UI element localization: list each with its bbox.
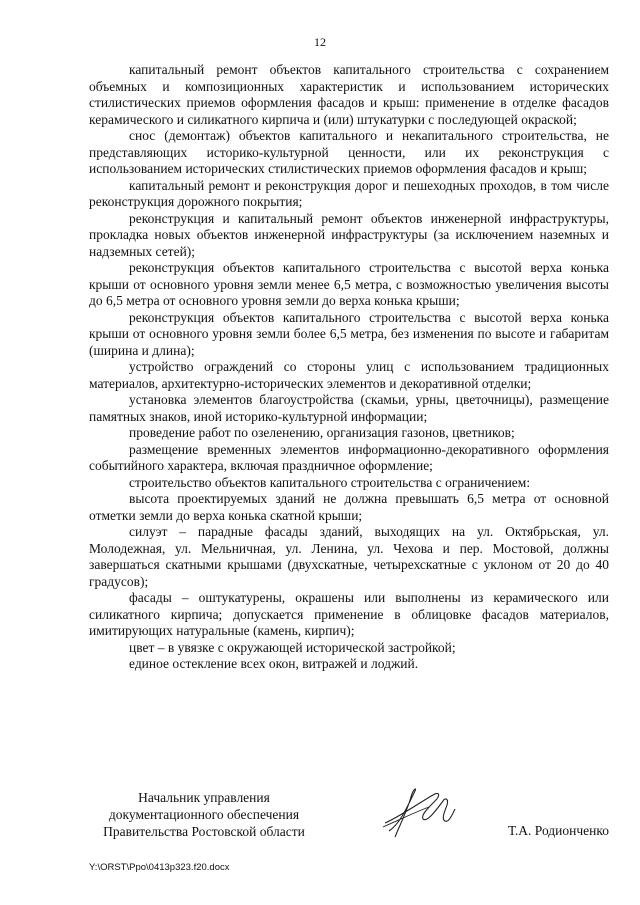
document-body xyxy=(89,62,609,673)
paragraph: строительство объектов капитального строительства с ограничением: xyxy=(129,474,531,490)
page-number: 12 xyxy=(314,35,326,49)
paragraph: проведение работ по озеленению, организация газонов, цветников; xyxy=(129,425,515,440)
paragraph: установка элементов благоустройства (скамьи, урны, цветочницы), размещение памятных знаков, иной историко-культурной информации; xyxy=(89,392,609,424)
paragraph: фасады – оштукатурены, окрашены или выполнены из керамического или силикатного кирпича; допускается применение в облицовке фасадов материалов, имитирующих натуральные (камень, кирпич); xyxy=(89,590,609,638)
signer-title-line: документационного обеспечения xyxy=(108,807,300,822)
paragraph: капитальный ремонт и реконструкция дорог и пешеходных проходов, в том числе реконструкция дорожного покрытия; xyxy=(89,177,609,209)
paragraph: реконструкция объектов капитального строительства с высотой верха конька крыши от основного уровня земли менее 6,5 метра, с возможностью увеличения высоты до 6,5 метра от основного уровня земли до верха конька крыши; xyxy=(89,260,609,308)
file-path: Y:\ORST\Ppo\0413p323.f20.docx xyxy=(89,862,230,873)
paragraph: капитальный ремонт объектов капитального строительства с сохранением объемных и композиционных характеристик и использованием исторических стилистических приемов оформления фасадов и крыш: применение в отделке фасадов керамического и силикатного кирпича и (или) штукатурки с последующей окраской; xyxy=(89,62,609,127)
paragraph: снос (демонтаж) объектов капитального и некапитального строительства, не представляющих историко-культурной ценности, или их реконструкция с использованием исторических стилистических приемов оформления фасадов и крыш; xyxy=(89,128,609,176)
paragraph: единое остекление всех окон, витражей и лоджий. xyxy=(129,656,419,671)
signer-title-line: Начальник управления xyxy=(138,790,270,805)
paragraph: цвет – в увязке с окружающей исторической застройкой; xyxy=(129,639,456,655)
handwritten-signature xyxy=(379,783,459,845)
paragraph: реконструкция и капитальный ремонт объектов инженерной инфраструктуры, прокладка новых объектов инженерной инфраструктуры (за исключением наземных и надземных сетей); xyxy=(89,210,609,259)
signer-title-line: Правительства Ростовской области xyxy=(103,824,305,839)
paragraph: высота проектируемых зданий не должна превышать 6,5 метра от основной отметки земли до верха конька скатной крыши; xyxy=(89,491,609,523)
paragraph: размещение временных элементов информационно-декоративного оформления событийного характера, включая праздничное оформление; xyxy=(89,441,609,473)
paragraph: силуэт – парадные фасады зданий, выходящих на ул. Октябрьская, ул. Молодежная, ул. Мельничная, ул. Ленина, ул. Чехова и пер. Мостовой, должны завершаться скатными крышами (двухскатные, четырехскатные с уклоном от 20 до 40 градусов); xyxy=(89,524,609,589)
signer-title xyxy=(89,789,319,840)
signature-block xyxy=(89,789,609,849)
signer-name: Т.А. Родионченко xyxy=(508,823,609,838)
paragraph: устройство ограждений со стороны улиц с использованием традиционных материалов, архитектурно-исторических элементов и декоративной отделки; xyxy=(89,359,609,391)
paragraph: реконструкция объектов капитального строительства с высотой верха конька крыши от основного уровня земли более 6,5 метра, без изменения по высоте и габаритам (ширина и длина); xyxy=(89,309,609,358)
